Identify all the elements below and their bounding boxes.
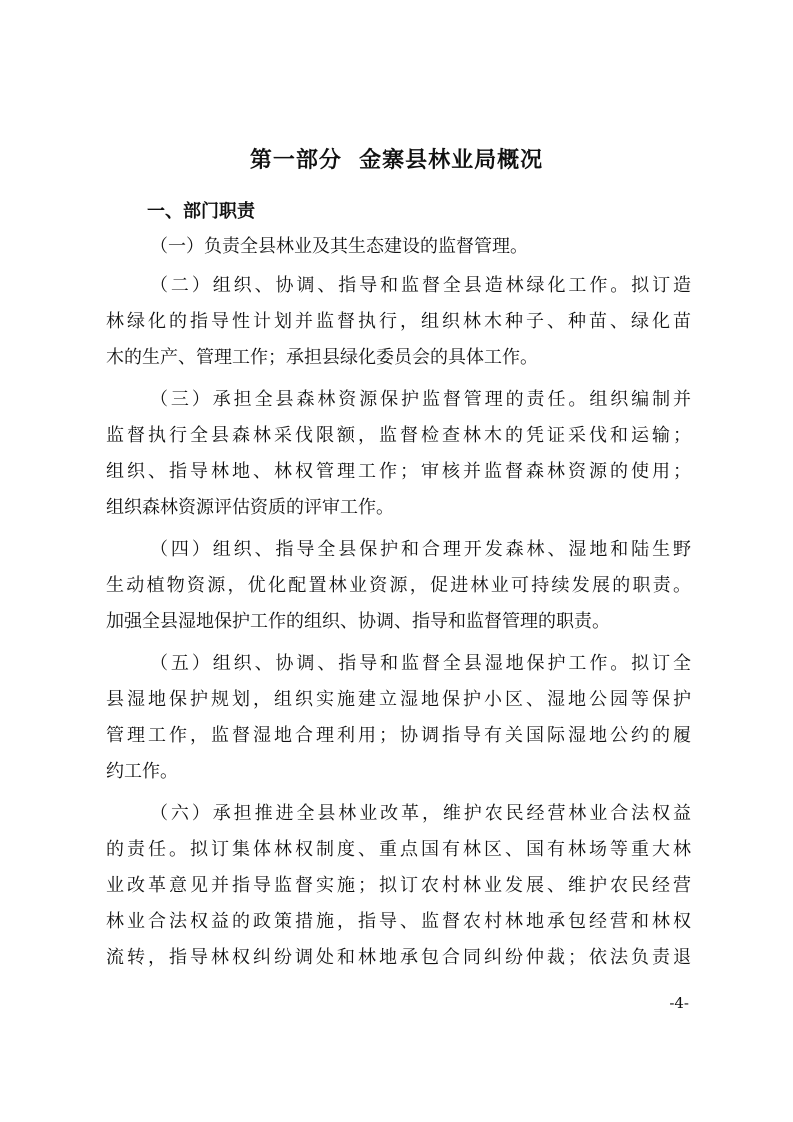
paragraph-6-line-5: 流转，指导林权纠纷调处和林地承包合同纠纷仲裁；依法负责退 bbox=[106, 947, 691, 968]
paragraph-4-line-1: （四）组织、指导全县保护和合理开发森林、湿地和陆生野 bbox=[150, 539, 691, 560]
section-heading: 一、部门职责 bbox=[147, 201, 255, 222]
paragraph-3-line-3: 组织、指导林地、林权管理工作；审核并监督森林资源的使用； bbox=[106, 461, 691, 482]
paragraph-5-line-4: 约工作。 bbox=[106, 761, 178, 782]
paragraph-2-line-3: 木的生产、管理工作；承担县绿化委员会的具体工作。 bbox=[106, 347, 538, 368]
paragraph-6-line-4: 林业合法权益的政策措施，指导、监督农村林地承包经营和林权 bbox=[106, 911, 691, 932]
paragraph-2-line-1: （二）组织、协调、指导和监督全县造林绿化工作。拟订造 bbox=[150, 275, 691, 296]
page-title: 第一部分 金寨县林业局概况 bbox=[249, 148, 544, 173]
paragraph-5-line-2: 县湿地保护规划，组织实施建立湿地保护小区、湿地公园等保护 bbox=[106, 689, 691, 710]
paragraph-3-line-4: 组织森林资源评估资质的评审工作。 bbox=[106, 497, 394, 518]
paragraph-1-line-1: （一）负责全县林业及其生态建设的监督管理。 bbox=[150, 236, 528, 257]
page-number: -4- bbox=[669, 994, 689, 1012]
paragraph-5-line-3: 管理工作，监督湿地合理利用；协调指导有关国际湿地公约的履 bbox=[106, 725, 691, 746]
paragraph-3-line-1: （三）承担全县森林资源保护监督管理的责任。组织编制并 bbox=[150, 389, 691, 410]
paragraph-2-line-2: 林绿化的指导性计划并监督执行，组织林木种子、种苗、绿化苗 bbox=[106, 311, 691, 332]
paragraph-6-line-1: （六）承担推进全县林业改革，维护农民经营林业合法权益 bbox=[150, 803, 691, 824]
paragraph-5-line-1: （五）组织、协调、指导和监督全县湿地保护工作。拟订全 bbox=[150, 653, 691, 674]
paragraph-3-line-2: 监督执行全县森林采伐限额，监督检查林木的凭证采伐和运输； bbox=[106, 425, 691, 446]
paragraph-6-line-2: 的责任。拟订集体林权制度、重点国有林区、国有林场等重大林 bbox=[106, 839, 691, 860]
paragraph-4-line-2: 生动植物资源，优化配置林业资源，促进林业可持续发展的职责。 bbox=[106, 575, 691, 596]
paragraph-4-line-3: 加强全县湿地保护工作的组织、协调、指导和监督管理的职责。 bbox=[106, 611, 610, 632]
paragraph-6-line-3: 业改革意见并指导监督实施；拟订农村林业发展、维护农民经营 bbox=[106, 875, 691, 896]
